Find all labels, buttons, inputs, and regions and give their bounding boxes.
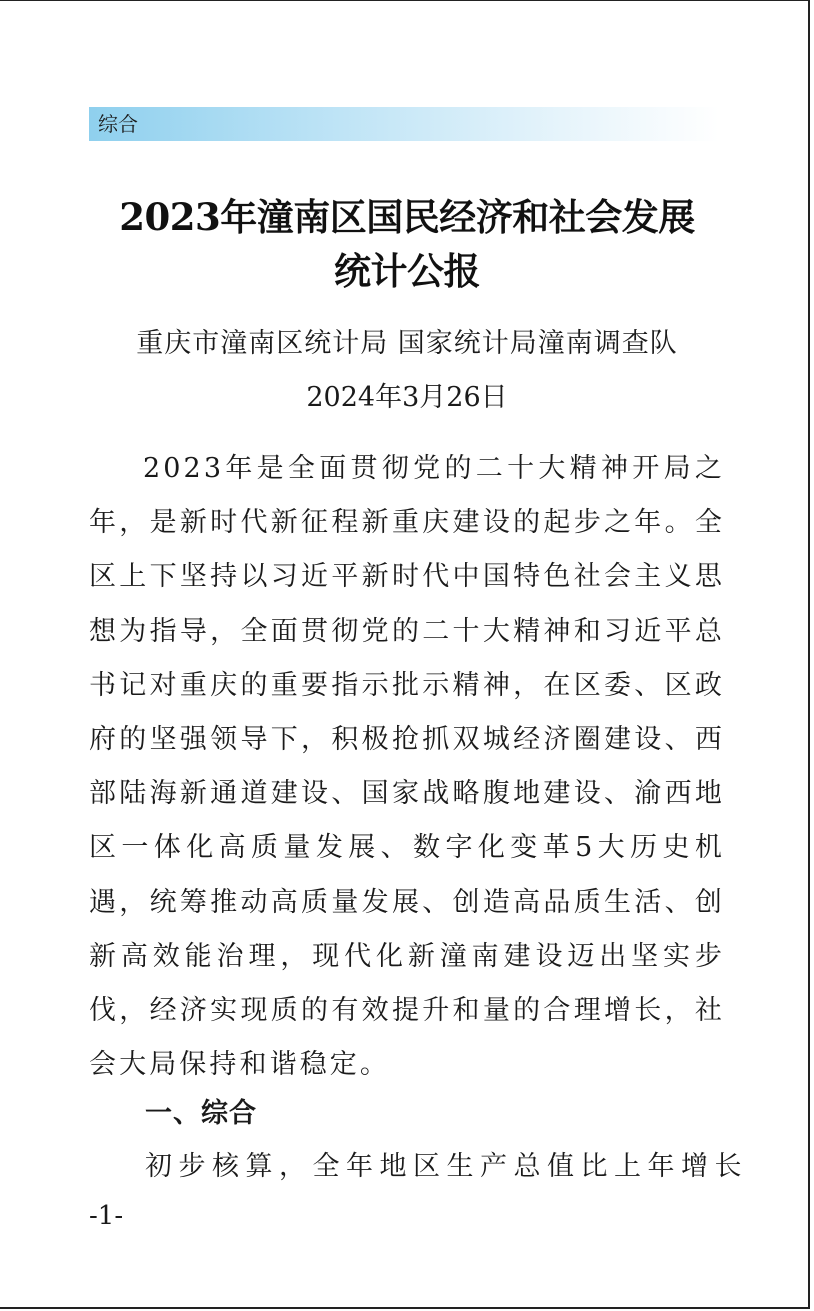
section-tag-label: 综合 <box>98 112 138 136</box>
publication-date: 2024年3月26日 <box>306 382 508 413</box>
section-overview-text: 初步核算，全年地区生产总值比上年增长 <box>145 1151 748 1182</box>
section-tag-banner <box>89 107 719 141</box>
document-title-line-2: 统计公报 <box>334 249 480 293</box>
issuing-authority: 重庆市潼南区统计局 国家统计局潼南调查队 <box>136 328 678 359</box>
intro-paragraph: 2023年是全面贯彻党的二十大精神开局之年，是新时代新征程新重庆建设的起步之年。全区上下坚持以习近平新时代中国特色社会主义思想为指导，全面贯彻党的二十大精神和习近平总书记对重庆的重要指示批示精神，在区委、区政府的坚强领导下，积极抢抓双城经济圈建设、西部陆海新通道建设、国家战略腹地建设、渝西地区一体化高质量发展、数字化变革5大历史机遇，统筹推动高质量发展、创造高品质生活、创新高效能治理，现代化新潼南建设迈出坚实步伐，经济实现质的有效提升和量的合理增长，社会大局保持和谐稳定。 <box>89 453 725 1081</box>
document-title-line-1: 2023年潼南区国民经济和社会发展 <box>119 195 695 239</box>
section-heading-overview: 一、综合 <box>145 1098 257 1129</box>
page-number: -1- <box>89 1201 124 1231</box>
